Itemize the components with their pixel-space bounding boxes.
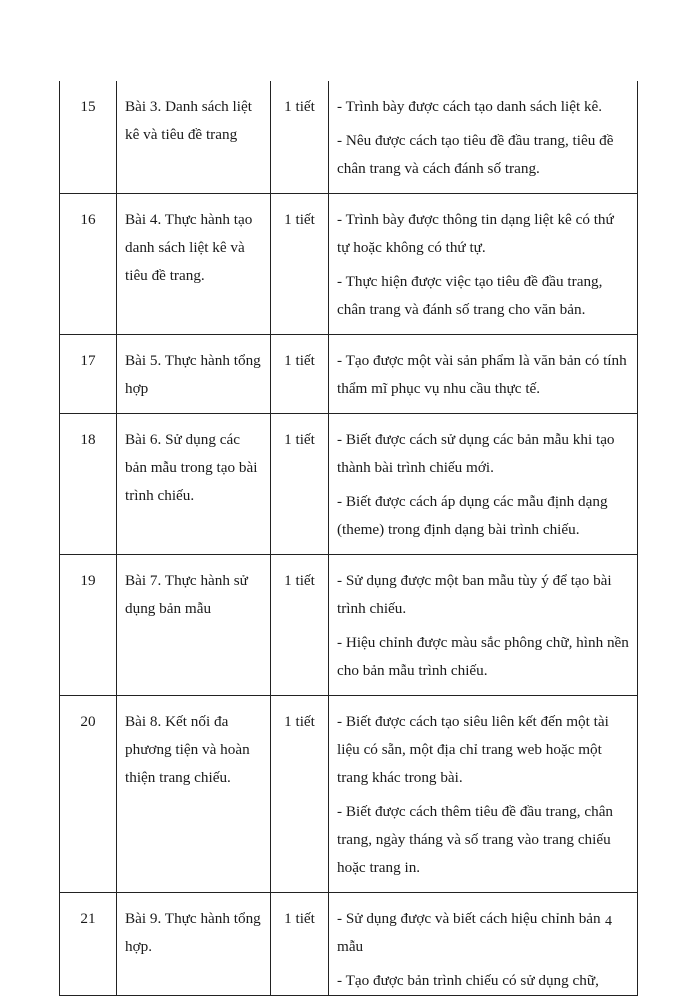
lesson-objectives bbox=[329, 696, 638, 893]
page-number: 4 bbox=[605, 914, 612, 929]
lesson-number: 20 bbox=[60, 696, 117, 893]
lesson-title: Bài 7. Thực hành sử dụng bản mẫu bbox=[117, 555, 271, 696]
lesson-title: Bài 6. Sử dụng các bản mẫu trong tạo bài trình chiếu. bbox=[117, 414, 271, 555]
lesson-number: 18 bbox=[60, 414, 117, 555]
lesson-hours: 1 tiết bbox=[271, 893, 329, 996]
objective-item: - Thực hiện được việc tạo tiêu đề đầu trang, chân trang và đánh số trang cho văn bản. bbox=[337, 273, 603, 318]
lesson-title: Bài 3. Danh sách liệt kê và tiêu đề trang bbox=[117, 81, 271, 194]
table-row bbox=[60, 893, 638, 996]
lesson-number: 19 bbox=[60, 555, 117, 696]
lesson-title: Bài 9. Thực hành tổng hợp. bbox=[117, 893, 271, 996]
objective-item: - Trình bày được thông tin dạng liệt kê có thứ tự hoặc không có thứ tự. bbox=[337, 211, 614, 256]
objective-item: - Biết được cách thêm tiêu đề đầu trang, chân trang, ngày tháng và số trang vào trang chiếu hoặc trang in. bbox=[337, 803, 614, 876]
lesson-hours: 1 tiết bbox=[271, 81, 329, 194]
objective-item: - Biết được cách áp dụng các mẫu định dạng (theme) trong định dạng bài trình chiếu. bbox=[337, 493, 608, 538]
table-row bbox=[60, 555, 638, 696]
objective-item: - Sử dụng được và biết cách hiệu chỉnh bản mẫu bbox=[337, 910, 601, 955]
objective-item: - Tạo được một vài sản phẩm là văn bản có tính thẩm mĩ phục vụ nhu cầu thực tế. bbox=[337, 352, 627, 397]
lesson-number: 16 bbox=[60, 194, 117, 335]
lesson-title: Bài 5. Thực hành tổng hợp bbox=[117, 335, 271, 414]
lesson-hours: 1 tiết bbox=[271, 696, 329, 893]
lesson-title: Bài 8. Kết nối đa phương tiện và hoàn thiện trang chiếu. bbox=[117, 696, 271, 893]
objective-item: - Hiệu chỉnh được màu sắc phông chữ, hình nền cho bản mẫu trình chiếu. bbox=[337, 634, 629, 679]
objective-item: - Biết được cách tạo siêu liên kết đến một tài liệu có sẵn, một địa chỉ trang web hoặc một trang khác trong bài. bbox=[337, 713, 609, 786]
lesson-number: 17 bbox=[60, 335, 117, 414]
lesson-title: Bài 4. Thực hành tạo danh sách liệt kê và tiêu đề trang. bbox=[117, 194, 271, 335]
objective-item: - Nêu được cách tạo tiêu đề đầu trang, tiêu đề chân trang và cách đánh số trang. bbox=[337, 132, 614, 177]
lesson-objectives bbox=[329, 893, 638, 996]
objective-item: - Biết được cách sử dụng các bản mẫu khi tạo thành bài trình chiếu mới. bbox=[337, 431, 615, 476]
table-row bbox=[60, 696, 638, 893]
table-row bbox=[60, 414, 638, 555]
table-row bbox=[60, 194, 638, 335]
lesson-objectives bbox=[329, 81, 638, 194]
objective-item: - Sử dụng được một ban mẫu tùy ý để tạo bài trình chiếu. bbox=[337, 572, 612, 617]
lesson-number: 15 bbox=[60, 81, 117, 194]
lesson-plan-table bbox=[59, 81, 638, 996]
lesson-objectives bbox=[329, 194, 638, 335]
lesson-objectives bbox=[329, 555, 638, 696]
lesson-hours: 1 tiết bbox=[271, 194, 329, 335]
lesson-plan-table-body bbox=[60, 81, 638, 996]
table-row bbox=[60, 335, 638, 414]
lesson-hours: 1 tiết bbox=[271, 335, 329, 414]
table-row bbox=[60, 81, 638, 194]
objective-item: - Tạo được bản trình chiếu có sử dụng chữ, bbox=[337, 972, 599, 989]
lesson-objectives bbox=[329, 414, 638, 555]
lesson-number: 21 bbox=[60, 893, 117, 996]
lesson-hours: 1 tiết bbox=[271, 414, 329, 555]
lesson-hours: 1 tiết bbox=[271, 555, 329, 696]
objective-item: - Trình bày được cách tạo danh sách liệt kê. bbox=[337, 98, 603, 115]
lesson-objectives bbox=[329, 335, 638, 414]
